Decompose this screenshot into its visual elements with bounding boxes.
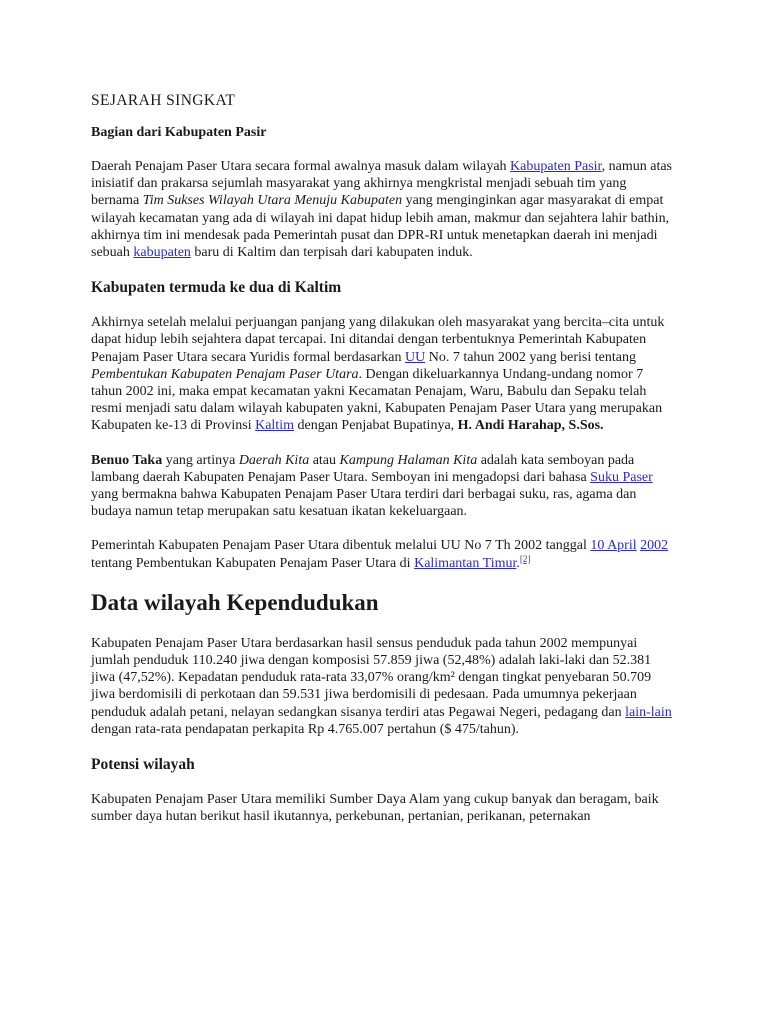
text-run: Kabupaten Penajam Paser Utara berdasarkan hasil sensus penduduk pada tahun 2002 mempunyai jumlah penduduk 110.240 jiwa dengan komposisi 57.859 jiwa (52,48%) adalah laki-laki dan 52.381 jiwa (47,52%). Kepadatan penduduk rata-rata 33,07% orang/km² dengan tingkat penyebaran 50.709 jiwa berdomisili di perkotaan dan 59.531 jiwa berdomisili di pedesaan. Pada umumnya pekerjaan penduduk adalah petani, nelayan sedangkan sisanya terdiri atas Pegawai Negeri, pedagang dan [91,635,652,720]
paragraph [91,314,676,434]
paragraph [91,452,676,521]
page-title: SEJARAH SINGKAT [91,92,236,109]
text-run: Daerah Penajam Paser Utara secara formal awalnya masuk dalam wilayah [91,159,511,174]
section-heading: Potensi wilayah [91,756,195,774]
paragraph [91,791,676,825]
italic-text: Daerah Kita [238,452,310,468]
italic-text: Kampung Halaman Kita [339,452,478,468]
text-run: yang menginginkan agar masyarakat di empat wilayah kecamatan yang ada di wilayah ini dapat hidup lebih aman, makmur dan sejahtera lahir bathin, akhirnya tim ini mendesak pada Pemerintah pusat dan DPR-RI untuk menetapkan daerah ini menjadi sebuah [91,193,670,261]
link-kalimantan-timur[interactable]: Kalimantan Timur [414,555,517,571]
text-run: Akhirnya setelah melalui perjuangan panjang yang dilakukan oleh masyarakat yang bercita–cita untuk dapat hidup lebih sejahtera dapat tercapai. Ini ditandai dengan terbentuknya Pemerintah Kabupaten Penajam Paser Utara secara Yuridis formal berdasarkan [91,315,665,365]
link-uu[interactable]: UU [404,349,426,365]
section-kabupaten-termuda [91,278,676,572]
text-run: dengan rata-rata pendapatan perkapita Rp 4.765.007 pertahun ($ 475/tahun). [91,721,520,737]
link-suku-paser[interactable]: Suku Paser [590,469,653,485]
link-2002[interactable]: 2002 [640,538,669,554]
link-lain-lain[interactable]: lain-lain [625,704,672,720]
italic-text: Pembentukan Kabupaten Penajam Paser Utara [91,366,359,382]
section-potensi-wilayah [91,755,676,825]
text-run: , namun atas inisiatif dan prakarsa sejumlah masyarakat yang akhirnya mengkristal menjadi sebuah tim yang bernama [91,159,673,209]
text-run: atau [309,452,340,468]
text-run: yang bermakna bahwa Kabupaten Penajam Paser Utara terdiri dari berbagai suku, ras, agama dan budaya namun tetap merupakan satu kesatuan ikatan kekeluargaan. [91,487,637,520]
bold-text: Benuo Taka [91,452,163,468]
link-kaltim[interactable]: Kaltim [255,418,294,434]
text-run: dengan Penjabat Bupatinya, [293,418,458,434]
paragraph [91,635,676,738]
paragraph [91,158,676,261]
reference-link[interactable]: [2] [519,553,531,564]
text-run: tentang Pembentukan Kabupaten Penajam Paser Utara di [91,555,415,571]
text-run: No. 7 tahun 2002 yang berisi tentang [425,349,636,365]
section-heading: Data wilayah Kependudukan [91,589,379,615]
section-bagian-dari-kabupaten-pasir [91,124,676,261]
section-heading: Bagian dari Kabupaten Pasir [91,125,267,140]
italic-text: Tim Sukses Wilayah Utara Menuju Kabupaten [142,193,403,209]
text-run: Pemerintah Kabupaten Penajam Paser Utara dibentuk melalui UU No 7 Th 2002 tanggal [91,538,591,554]
text-run: . Dengan dikeluarkannya Undang-undang nomor 7 tahun 2002 ini, maka empat kecamatan yakni Kecamatan Penajam, Waru, Babulu dan Sepaku telah resmi menjadi satu dalam wilayah kabupaten yakni, Kabupaten Penajam Paser Utara yang merupakan Kabupaten ke-13 di Provinsi [91,366,663,434]
link-10-april[interactable]: 10 April [590,538,637,554]
section-data-wilayah-kependudukan [91,589,676,738]
text-run: baru di Kaltim dan terpisah dari kabupaten induk. [190,245,473,261]
text-run: Kabupaten Penajam Paser Utara memiliki Sumber Daya Alam yang cukup banyak dan beragam, baik sumber daya hutan berikut hasil ikutannya, perkebunan, pertanian, perikanan, peternakan [91,792,659,825]
text-run: . [516,555,520,571]
link-kabupaten[interactable]: kabupaten [133,245,191,261]
section-heading: Kabupaten termuda ke dua di Kaltim [91,279,342,297]
paragraph [91,537,676,571]
link-kabupaten-pasir[interactable]: Kabupaten Pasir [510,159,602,174]
bold-text: H. Andi Harahap, S.Sos. [457,418,604,434]
text-run: adalah kata semboyan pada lambang daerah Kabupaten Penajam Paser Utara. Semboyan ini mengadopsi dari bahasa [91,452,635,485]
text-run: yang artinya [162,452,239,468]
